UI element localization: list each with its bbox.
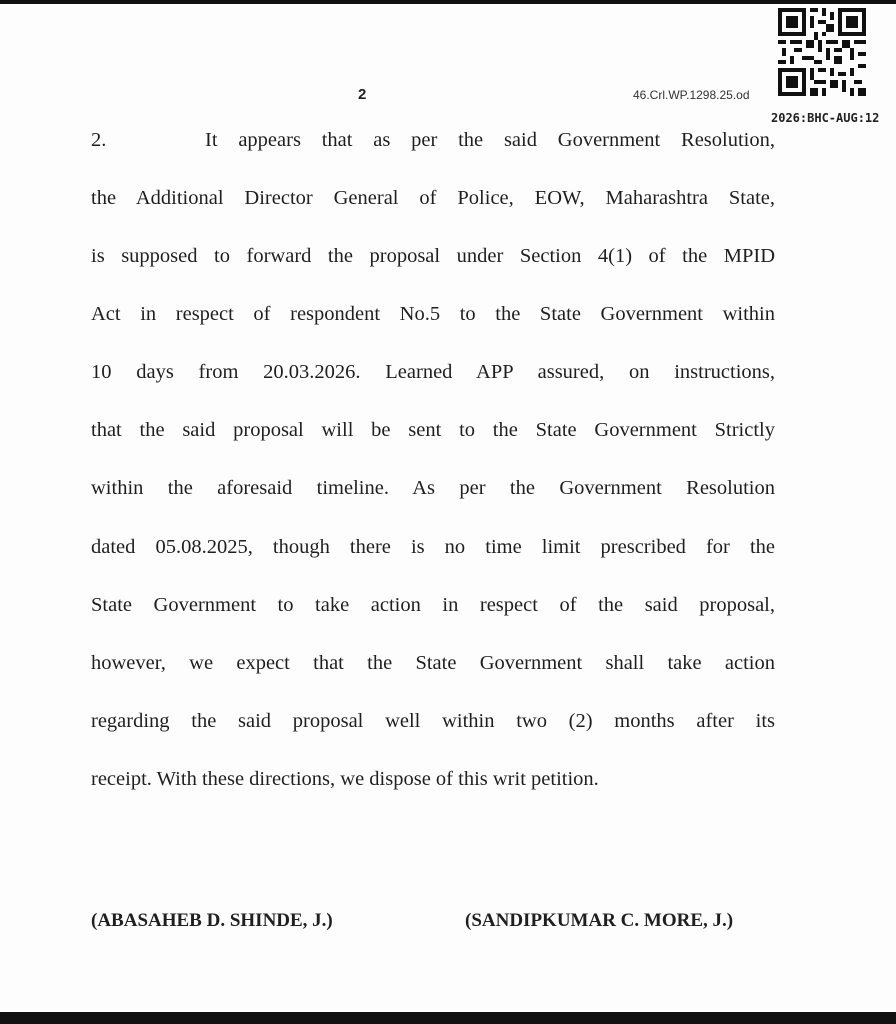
reference-id: 2026:BHC-AUG:12	[771, 111, 880, 125]
body-line: is supposed to forward the proposal under Section 4(1) of the MPID	[91, 245, 775, 267]
paragraph-number: 2.	[91, 129, 107, 151]
body-line: regarding the said proposal well within two (2) months after its	[91, 710, 775, 732]
signature-right: (SANDIPKUMAR C. MORE, J.)	[465, 910, 734, 931]
signature-left: (ABASAHEB D. SHINDE, J.)	[91, 910, 333, 931]
body-line: State Government to take action in respect of the said proposal,	[91, 594, 775, 616]
body-line: dated 05.08.2025, though there is no time limit prescribed for the	[91, 536, 775, 558]
body-line: receipt. With these directions, we dispose of this writ petition.	[91, 768, 599, 790]
qr-code-icon	[778, 8, 866, 96]
top-border	[0, 0, 896, 4]
body-line: Act in respect of respondent No.5 to the State Government within	[91, 303, 775, 325]
case-number: 46.Crl.WP.1298.25.od	[633, 88, 750, 102]
body-line: that the said proposal will be sent to the State Government Strictly	[91, 419, 775, 441]
body-line: It appears that as per the said Government Resolution,	[205, 129, 775, 151]
body-line: within the aforesaid timeline. As per the Government Resolution	[91, 477, 775, 499]
page-number: 2	[358, 86, 367, 103]
body-line: 10 days from 20.03.2026. Learned APP assured, on instructions,	[91, 361, 775, 383]
body-line: however, we expect that the State Government shall take action	[91, 652, 775, 674]
bottom-border	[0, 1012, 896, 1024]
body-line: the Additional Director General of Police, EOW, Maharashtra State,	[91, 187, 775, 209]
